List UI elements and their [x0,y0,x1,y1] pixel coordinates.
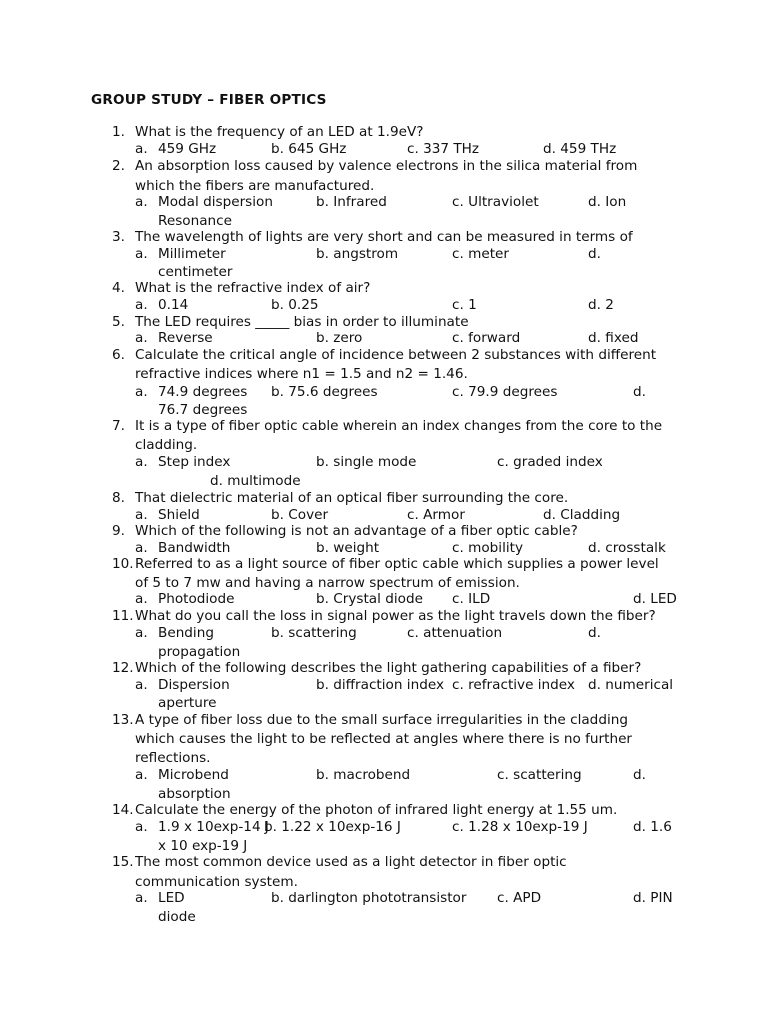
option-c: c. 79.9 degrees [452,384,558,400]
question-text: Which of the following is not an advantage of a fiber optic cable? [135,523,578,539]
option-d: d. [588,625,601,641]
question-number: 14. [112,802,134,818]
option-c: c. Armor [407,507,465,523]
question-number: 11. [112,608,134,624]
option-d: d. fixed [588,330,639,346]
option-a: LED [158,890,185,906]
question-text: which causes the light to be reflected at angles where there is no further [135,731,633,747]
question-text: of 5 to 7 mw and having a narrow spectrum of emission. [135,575,520,591]
option-b: b. 1.22 x 10exp-16 J [264,819,401,835]
option-d-continued: centimeter [158,264,233,280]
option-letter: a. [135,625,148,641]
option-d: d. numerical [588,677,674,693]
option-letter: a. [135,890,148,906]
option-letter: a. [135,246,148,262]
option-b: b. macrobend [316,767,411,783]
question-text: Calculate the critical angle of incidence between 2 substances with different [135,347,657,363]
question-text: Which of the following describes the light gathering capabilities of a fiber? [135,660,642,676]
question-text: communication system. [135,874,298,890]
question-text: A type of fiber loss due to the small surface irregularities in the cladding [135,712,628,728]
option-a: 74.9 degrees [158,384,248,400]
option-d: d. Cladding [543,507,621,523]
option-a: 0.14 [158,297,189,313]
question-number: 6. [112,347,125,363]
option-c: c. 1.28 x 10exp-19 J [452,819,588,835]
question-number: 2. [112,158,125,174]
question-number: 9. [112,523,125,539]
option-d: d. [588,246,601,262]
option-d: d. multimode [210,473,301,489]
option-letter: a. [135,330,148,346]
option-a: Dispersion [158,677,230,693]
question-text: The LED requires _____ bias in order to illuminate [135,314,469,330]
option-a: Microbend [158,767,229,783]
option-letter: a. [135,540,148,556]
option-b: b. 75.6 degrees [271,384,378,400]
option-c: c. 337 THz [407,141,480,157]
option-c: c. mobility [452,540,524,556]
option-b: b. weight [316,540,380,556]
option-b: b. 0.25 [271,297,319,313]
option-letter: a. [135,454,148,470]
question-number: 4. [112,280,125,296]
option-d: d. crosstalk [588,540,666,556]
question-number: 13. [112,712,134,728]
option-b: b. scattering [271,625,357,641]
option-c: c. APD [497,890,542,906]
option-d: d. LED [633,591,677,607]
option-a: Modal dispersion [158,194,273,210]
option-letter: a. [135,819,148,835]
option-a: Step index [158,454,231,470]
option-c: c. forward [452,330,521,346]
question-text: refractive indices where n1 = 1.5 and n2 = 1.46. [135,366,468,382]
option-b: b. single mode [316,454,417,470]
question-text: cladding. [135,437,198,453]
option-a: Bandwidth [158,540,231,556]
option-letter: a. [135,384,148,400]
option-d-continued: 76.7 degrees [158,402,248,418]
option-d: d. 1.6 [633,819,672,835]
option-b: b. Infrared [316,194,387,210]
option-letter: a. [135,297,148,313]
option-a: Bending [158,625,214,641]
option-b: b. Crystal diode [316,591,423,607]
option-c: c. scattering [497,767,582,783]
option-b: b. angstrom [316,246,399,262]
option-c: c. Ultraviolet [452,194,539,210]
question-text: Calculate the energy of the photon of infrared light energy at 1.55 um. [135,802,618,818]
question-number: 10. [112,556,134,572]
option-c: c. meter [452,246,510,262]
option-d: d. [633,767,646,783]
question-text: An absorption loss caused by valence electrons in the silica material from [135,158,638,174]
option-c: c. refractive index [452,677,575,693]
option-b: b. diffraction index [316,677,444,693]
option-b: b. 645 GHz [271,141,347,157]
question-number: 8. [112,490,125,506]
question-text: which the fibers are manufactured. [135,178,375,194]
page-title: GROUP STUDY – FIBER OPTICS [91,92,327,108]
question-number: 3. [112,229,125,245]
option-d: d. PIN [633,890,673,906]
option-d: d. 2 [588,297,614,313]
option-a: 1.9 x 10exp-14 J [158,819,269,835]
question-text: What do you call the loss in signal power as the light travels down the fiber? [135,608,656,624]
option-d: d. 459 THz [543,141,617,157]
option-a: Millimeter [158,246,226,262]
option-d-continued: Resonance [158,213,232,229]
option-d-continued: propagation [158,644,241,660]
option-letter: a. [135,591,148,607]
option-b: b. Cover [271,507,329,523]
question-text: What is the refractive index of air? [135,280,371,296]
question-number: 1. [112,124,125,140]
option-a: Shield [158,507,200,523]
option-c: c. attenuation [407,625,503,641]
question-text: reflections. [135,750,211,766]
question-number: 15. [112,854,134,870]
question-text: Referred to as a light source of fiber optic cable which supplies a power level [135,556,659,572]
option-b: b. darlington phototransistor [271,890,467,906]
question-number: 5. [112,314,125,330]
option-letter: a. [135,767,148,783]
option-d-continued: aperture [158,695,217,711]
option-d-continued: x 10 exp-19 J [158,838,248,854]
question-text: What is the frequency of an LED at 1.9eV? [135,124,424,140]
option-a: Reverse [158,330,213,346]
question-text: That dielectric material of an optical fiber surrounding the core. [135,490,569,506]
option-a: 459 GHz [158,141,217,157]
question-text: It is a type of fiber optic cable wherein an index changes from the core to the [135,418,663,434]
option-letter: a. [135,507,148,523]
option-c: c. 1 [452,297,477,313]
option-d: d. Ion [588,194,627,210]
option-d-continued: diode [158,909,196,925]
option-d-continued: absorption [158,786,231,802]
option-letter: a. [135,194,148,210]
option-letter: a. [135,677,148,693]
option-d: d. [633,384,646,400]
question-number: 12. [112,660,134,676]
option-b: b. zero [316,330,363,346]
question-number: 7. [112,418,125,434]
option-c: c. graded index [497,454,603,470]
option-c: c. ILD [452,591,491,607]
question-text: The most common device used as a light detector in fiber optic [135,854,567,870]
option-a: Photodiode [158,591,235,607]
question-text: The wavelength of lights are very short and can be measured in terms of [135,229,633,245]
option-letter: a. [135,141,148,157]
